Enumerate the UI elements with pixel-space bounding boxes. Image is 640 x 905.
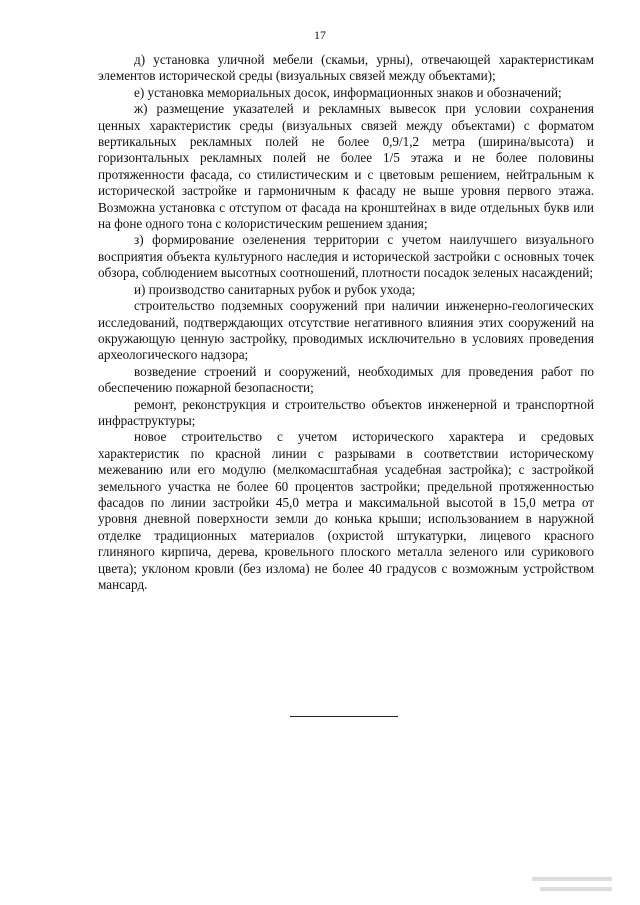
paragraph-underground: строительство подземных сооружений при наличии инженерно-геологических исследований, подтверждающих отсутствие негативного влияния этих сооружений на окружающую ценную застройку, проводимых исключительно в условиях проведения археологического надзора; [98,298,594,363]
paragraph-z: з) формирование озеленения территории с учетом наилучшего визуального восприятия объекта культурного наследия и исторической застройки с основных точек обзора, соблюдением высотных соотношений, плотности посадок зеленых насаждений; [98,232,594,281]
page-number: 17 [314,28,326,42]
paragraph-zh: ж) размещение указателей и рекламных вывесок при условии сохранения ценных характеристик среды (визуальных связей между объектами) с форматом вертикальных рекламных полей не более 0,9/1,2 метра (ширина/высота) и горизонтальных рекламных полей не более 1/5 этажа и не более половины протяженности фасада, со стилистическим и с цветовым решением, нейтральным к исторической застройке и гармоничным к фасаду не выше уровня первого этажа. Возможна установка с отступом от фасада на кронштейнах в виде отдельных букв или на фоне одного тона с колористическим решением здания; [98,101,594,232]
faint-stamp-mark [540,887,612,891]
paragraph-infrastructure: ремонт, реконструкция и строительство объектов инженерной и транспортной инфраструктуры; [98,396,594,428]
document-body [98,52,594,593]
section-divider [290,716,398,717]
paragraph-e: е) установка мемориальных досок, информационных знаков и обозначений; [134,84,562,100]
paragraph-i: и) производство санитарных рубок и рубок ухода; [134,281,416,297]
faint-stamp-mark [532,877,612,881]
paragraph-new-construction: новое строительство с учетом исторического характера и средовых характеристик по красной линии с разрывами в соответствии историческому межеванию или его модулю (мелкомасштабная усадебная застройка); с застройкой земельного участка не более 60 процентов застройки; предельной протяженностью фасадов по линии застройки 45,0 метра и максимальной высотой в 15,0 метра от уровня дневной поверхности земли до конька крыши; использованием в наружной отделке традиционных материалов (охристой штукатурки, лицевого красного глиняного кирпича, дерева, кровельного плоского металла зеленого или сурикового цвета); уклоном кровли (без излома) не более 40 градусов с возможным устройством мансард. [98,429,594,592]
paragraph-fire-safety: возведение строений и сооружений, необходимых для проведения работ по обеспечению пожарной безопасности; [98,363,594,396]
paragraph-d: д) установка уличной мебели (скамьи, урны), отвечающей характеристикам элементов исторической среды (визуальных связей между объектами); [98,52,594,84]
